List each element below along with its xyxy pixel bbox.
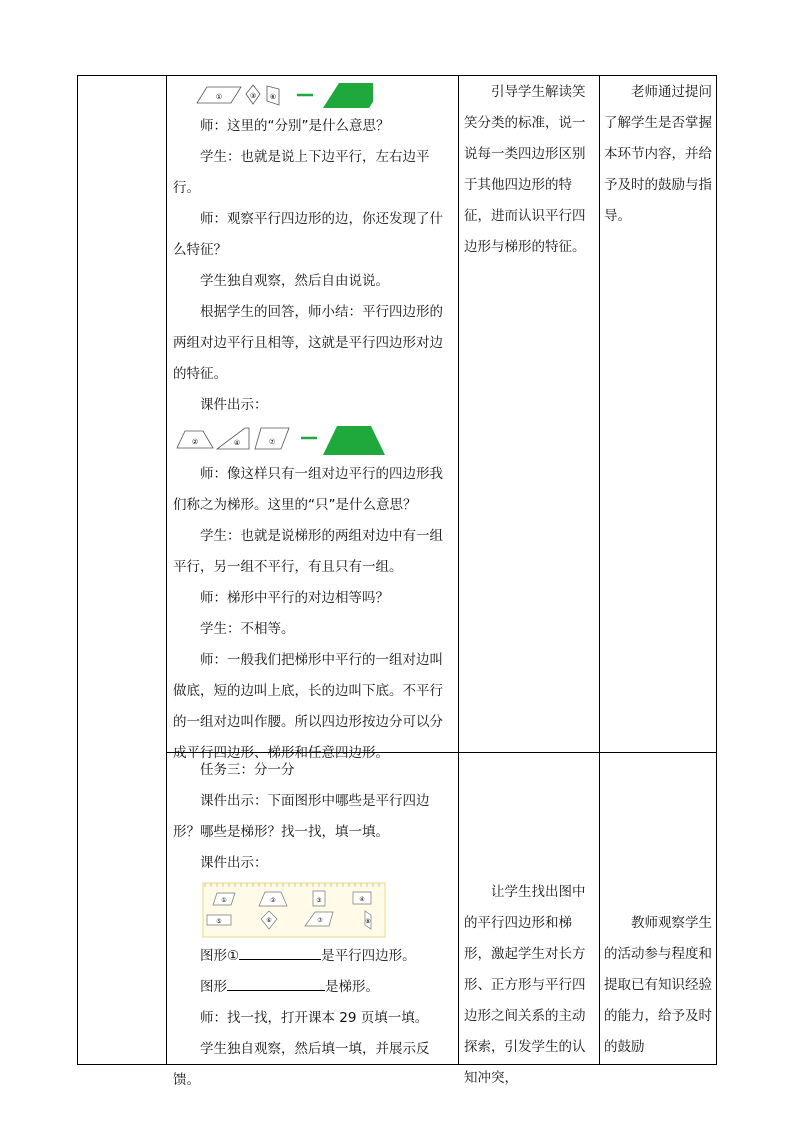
table-border-right (716, 75, 717, 1065)
paragraph: 师：观察平行四边形的边，你还发现了什么特征？ (173, 211, 443, 258)
fill-suffix: 是梯形。 (325, 979, 379, 995)
fill-prefix: 图形① (200, 948, 240, 964)
row1-evaluation (604, 77, 712, 232)
paragraph: 学生独自观察，然后自由说说。 (200, 273, 389, 289)
board-label-2: ② (270, 897, 276, 904)
lesson-table (77, 75, 717, 1088)
board-label-3: ③ (316, 897, 322, 904)
column-divider-1 (166, 75, 167, 1065)
blank-line[interactable] (227, 976, 325, 991)
green-parallelogram-shape (323, 83, 373, 108)
board-label-8: ⑧ (365, 918, 371, 925)
task-title: 任务三：分一分 (200, 762, 295, 778)
blank-line[interactable] (239, 945, 321, 960)
fill-prefix: 图形 (200, 979, 227, 995)
paragraph: 师：一般我们把梯形中平行的一组对边叫做底，短的边叫上底，长的边叫下底。不平行的一组对边叫作腰。所以四边形按边分可以分成平行四边形、梯形和任意四边形。 (173, 652, 443, 761)
board-label-1: ① (221, 897, 227, 904)
row2-evaluation (604, 908, 712, 1063)
evaluation-text: 老师通过提问了解学生是否掌握本环节内容，并给予及时的鼓励与指导。 (604, 84, 712, 224)
paragraph: 学生：也就是说梯形的两组对边中有一组平行，另一组不平行，有且只有一组。 (173, 528, 443, 575)
paragraph: 师：这里的“分别”是什么意思？ (200, 118, 390, 134)
green-trapezoid-shape (323, 426, 385, 455)
paragraph: 师：梯形中平行的对边相等吗？ (200, 590, 389, 606)
trapezoid-figure-svg (173, 421, 451, 459)
trapezoid-figure (173, 421, 451, 459)
parallelogram-figure-svg (173, 79, 373, 111)
column-divider-3 (599, 75, 600, 1065)
rhombus-3-label: ③ (249, 92, 257, 100)
parallelogram-1-label: ① (215, 93, 223, 101)
shapes-board-svg (173, 879, 451, 941)
row2-content (173, 755, 451, 1096)
paragraph: 根据学生的回答，师小结：平行四边形的两组对边平行且相等，这就是平行四边形对边的特征。 (173, 304, 443, 382)
table-border-left (77, 75, 78, 1065)
table-border-top (77, 75, 717, 76)
board-label-5: ⑤ (216, 918, 222, 925)
paragraph: 学生独自观察，然后填一填，并展示反馈。 (173, 1041, 430, 1088)
fill-blank-2 (173, 972, 451, 1003)
row1-design-intent (464, 77, 594, 263)
trapezoid-4-label: ④ (233, 439, 241, 447)
paragraph: 师：找一找，打开课本 29 页填一填。 (200, 1010, 429, 1026)
evaluation-text: 教师观察学生的活动参与程度和提取已有知识经验的能力，给予及时的鼓励 (604, 915, 712, 1055)
design-intent-text: 让学生找出图中的平行四边形和梯形，激起学生对长方形、正方形与平行四边形之间关系的主动探索，引发学生的认知冲突， (464, 884, 586, 1086)
row2-design-intent (464, 877, 594, 1094)
paragraph: 学生：也就是说上下边平行，左右边平行。 (173, 149, 430, 196)
paragraph: 学生：不相等。 (200, 621, 295, 637)
trapezoid-2-label: ② (191, 438, 199, 446)
board-label-6: ⑥ (266, 917, 272, 924)
row1-content (173, 79, 451, 769)
paragraph: 课件出示： (200, 855, 268, 871)
fill-blank-1 (173, 941, 451, 972)
board-label-4: ④ (359, 896, 365, 903)
parallelogram-6-label: ⑥ (269, 93, 277, 101)
trapezoid-7-label: ⑦ (268, 438, 276, 446)
column-divider-2 (458, 75, 459, 1065)
design-intent-text: 引导学生解读笑笑分类的标准，说一说每一类四边形区别于其他四边形的特征，进而认识平行四边形与梯形的特征。 (464, 84, 586, 255)
paragraph: 课件出示： (200, 397, 268, 413)
board-background (203, 883, 385, 937)
board-label-7: ⑦ (317, 917, 323, 924)
shapes-board (173, 879, 451, 941)
parallelogram-figure (173, 79, 451, 111)
fill-suffix: 是平行四边形。 (321, 948, 416, 964)
paragraph: 课件出示：下面图形中哪些是平行四边形？哪些是梯形？找一找，填一填。 (173, 793, 430, 840)
paragraph: 师：像这样只有一组对边平行的四边形我们称之为梯形。这里的“只”是什么意思？ (173, 466, 443, 513)
